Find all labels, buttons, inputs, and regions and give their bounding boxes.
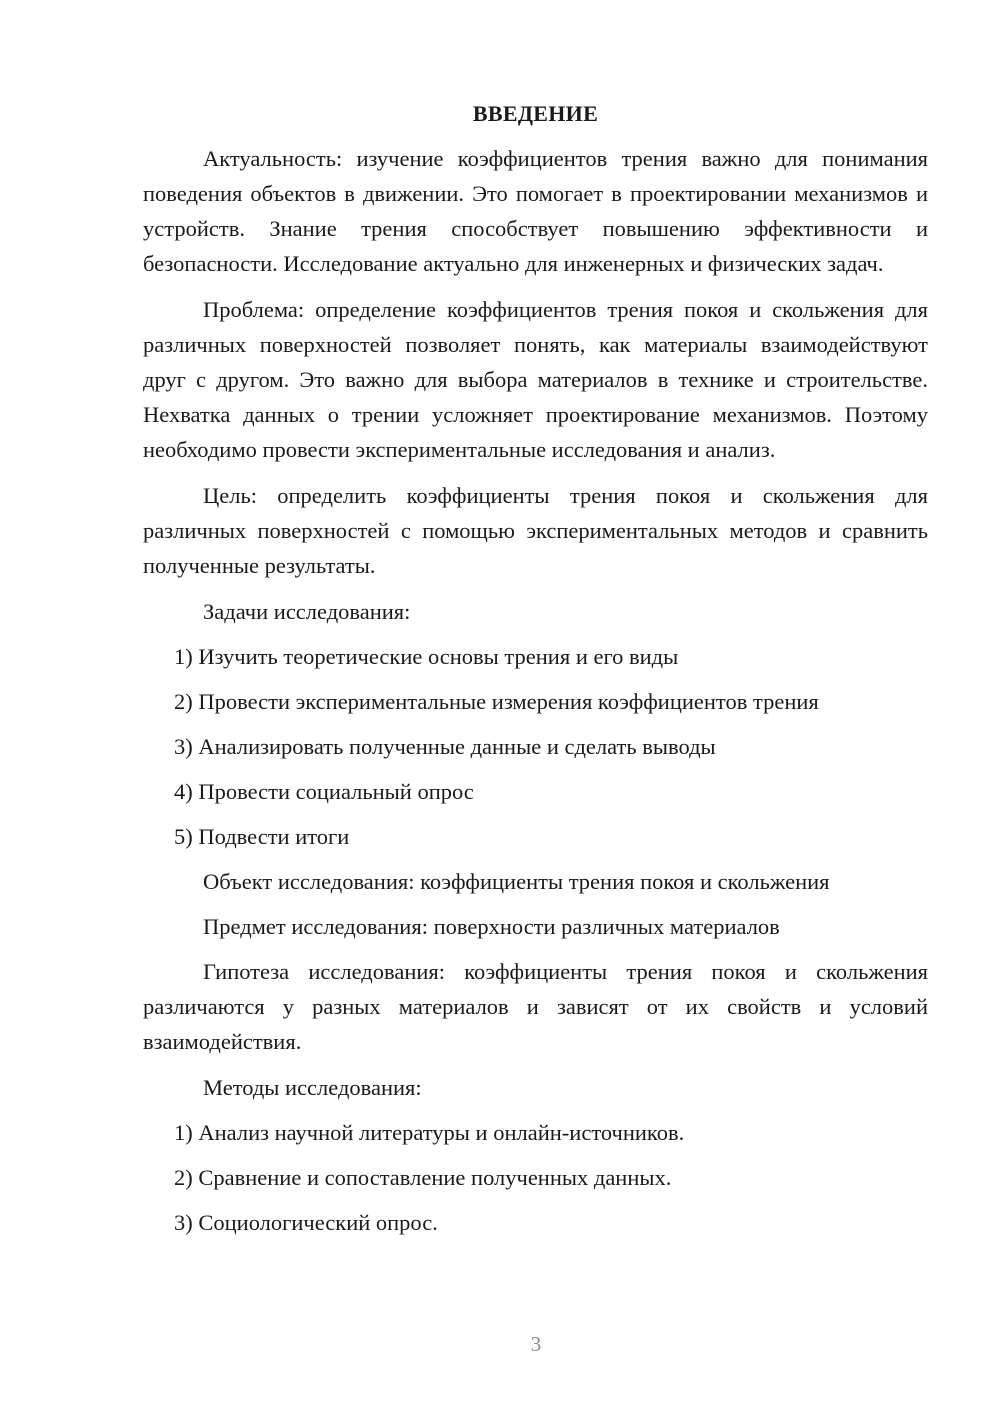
method-item: 3) Социологический опрос. bbox=[174, 1210, 438, 1235]
section-title: ВВЕДЕНИЕ bbox=[472, 101, 599, 126]
methods-heading: Методы исследования: bbox=[203, 1075, 422, 1100]
task-item: 1) Изучить теоретические основы трения и его виды bbox=[174, 644, 679, 669]
page-number: 3 bbox=[530, 1332, 542, 1356]
hypothesis-paragraph: Гипотеза исследования: коэффициенты трения покоя и скольжения различаются у разных материалов и зависят от их свойств и условий взаимодействия. bbox=[143, 959, 928, 1054]
task-item: 2) Провести экспериментальные измерения коэффициентов трения bbox=[174, 689, 819, 714]
goal-paragraph: Цель: определить коэффициенты трения покоя и скольжения для различных поверхностей с помощью экспериментальных методов и сравнить полученные результаты. bbox=[143, 483, 928, 578]
document-page bbox=[143, 96, 928, 1250]
method-item: 2) Сравнение и сопоставление полученных данных. bbox=[174, 1165, 672, 1190]
method-item: 1) Анализ научной литературы и онлайн-источников. bbox=[174, 1120, 685, 1145]
research-subject: Предмет исследования: поверхности различных материалов bbox=[203, 914, 780, 939]
task-item: 4) Провести социальный опрос bbox=[174, 779, 474, 804]
task-item: 3) Анализировать полученные данные и сделать выводы bbox=[174, 734, 716, 759]
problem-paragraph: Проблема: определение коэффициентов трения покоя и скольжения для различных поверхностей позволяет понять, как материалы взаимодействуют друг с другом. Это важно для выбора материалов в технике и строительстве. Нехватка данных о трении усложняет проектирование механизмов. Поэтому необходимо провести экспериментальные исследования и анализ. bbox=[143, 297, 928, 462]
relevance-paragraph: Актуальность: изучение коэффициентов трения важно для понимания поведения объектов в движении. Это помогает в проектировании механизмов и устройств. Знание трения способствует повышению эффективности и безопасности. Исследование актуально для инженерных и физических задач. bbox=[143, 146, 928, 276]
research-object: Объект исследования: коэффициенты трения покоя и скольжения bbox=[203, 869, 830, 894]
tasks-heading: Задачи исследования: bbox=[203, 599, 411, 624]
task-item: 5) Подвести итоги bbox=[174, 824, 350, 849]
